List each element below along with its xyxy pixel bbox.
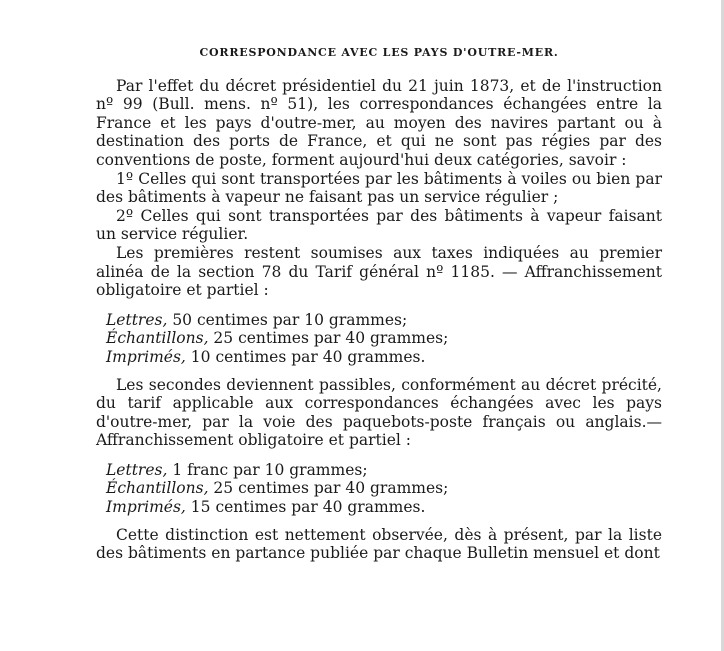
rate-label: Échantillons, bbox=[106, 329, 209, 348]
paragraph-category-1: 1º Celles qui sont transportées par les bâtiments à voiles ou bien par des bâtiments à vapeur ne faisant pas un service régulier ; bbox=[96, 169, 662, 207]
rate-line bbox=[106, 498, 662, 517]
rate-line bbox=[106, 329, 662, 348]
rate-label: Lettres, bbox=[106, 310, 168, 329]
rate-line bbox=[106, 348, 662, 367]
rate-text: 50 centimes par 10 grammes; bbox=[167, 310, 408, 329]
paragraph-category-2: 2º Celles qui sont transportées par des bâtiments à vapeur faisant un service régulier. bbox=[96, 206, 662, 244]
rate-text: 1 franc par 10 grammes; bbox=[167, 460, 368, 479]
rate-line bbox=[106, 311, 662, 330]
rate-label: Lettres, bbox=[106, 460, 168, 479]
paragraph-first-rates: Les premières restent soumises aux taxes indiquées au premier alinéa de la section 78 du Tarif général nº 1185. — Affranchissement obligatoire et partiel : bbox=[96, 243, 662, 300]
rate-line bbox=[106, 461, 662, 480]
rate-text: 25 centimes par 40 grammes; bbox=[208, 329, 449, 348]
page-heading: CORRESPONDANCE AVEC LES PAYS D'OUTRE-MER. bbox=[199, 46, 559, 59]
document-page bbox=[96, 44, 662, 563]
rate-text: 10 centimes par 40 grammes. bbox=[185, 347, 426, 366]
paragraph-second-rates: Les secondes deviennent passibles, conformément au décret précité, du tarif applicable aux correspondances échangées avec les pays d'outre-mer, par la voie des paquebots-poste français ou anglais.—Affranchissement obligatoire et partiel : bbox=[96, 375, 662, 450]
paragraph-closing: Cette distinction est nettement observée, dès à présent, par la liste des bâtiments en partance publiée par chaque Bulletin mensuel et dont bbox=[96, 525, 662, 563]
rate-label: Imprimés, bbox=[106, 347, 186, 366]
rate-text: 25 centimes par 40 grammes; bbox=[208, 479, 449, 498]
rate-label: Imprimés, bbox=[106, 498, 186, 517]
rates-list-first bbox=[106, 311, 662, 367]
rate-label: Échantillons, bbox=[106, 479, 209, 498]
rates-list-second bbox=[106, 461, 662, 517]
rate-line bbox=[106, 479, 662, 498]
rate-text: 15 centimes par 40 grammes. bbox=[185, 498, 426, 517]
paragraph-intro: Par l'effet du décret présidentiel du 21 juin 1873, et de l'instruction nº 99 (Bull. mens. nº 51), les correspondances échangées entre la France et les pays d'outre-mer, au moyen des navires partant ou à destination des ports de France, et qui ne sont pas régies par des conventions de poste, forment aujourd'hui deux catégories, savoir : bbox=[96, 76, 662, 169]
